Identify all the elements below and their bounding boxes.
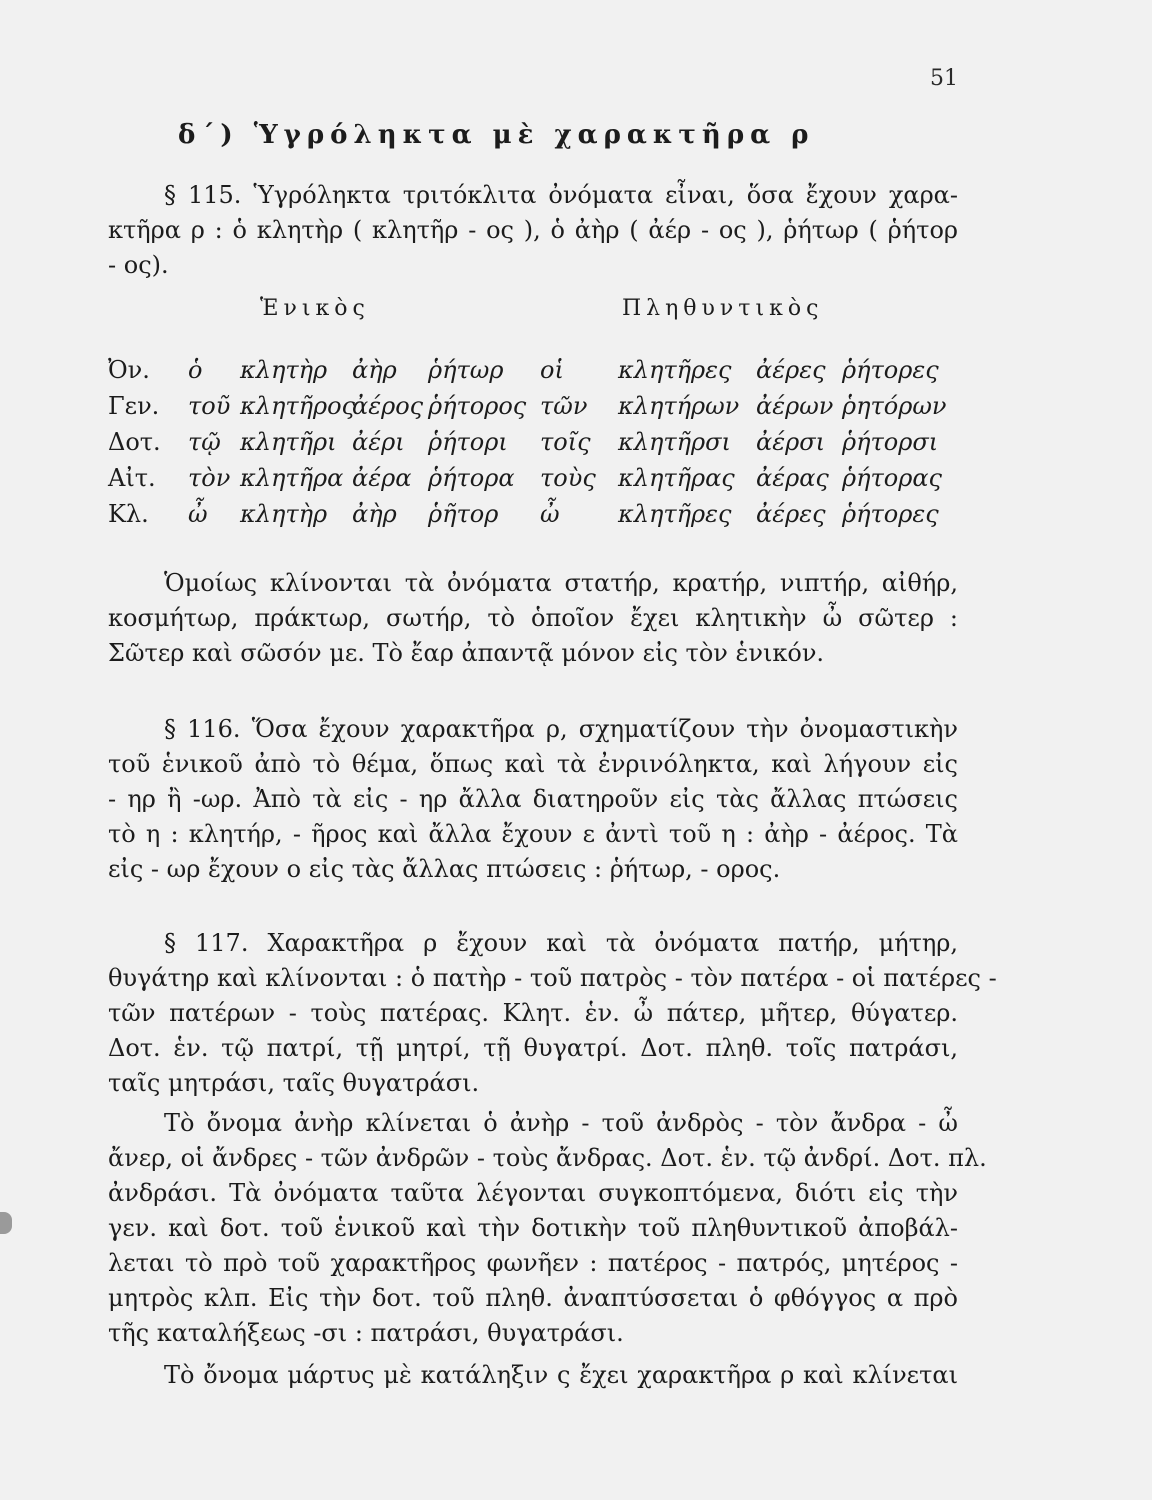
declension-cell: κλητήρων bbox=[618, 392, 740, 420]
paragraph-similar bbox=[108, 566, 958, 671]
paragraph-aner bbox=[108, 1106, 987, 1351]
paragraph-line: μητρὸς κλπ. Εἰς τὴν δοτ. τοῦ πληθ. ἀναπτύσσεται ὁ φθόγγος α πρὸ bbox=[108, 1284, 958, 1312]
declension-cell: ῥῆτορ bbox=[428, 500, 499, 528]
paragraph-line: τῆς καταλήξεως -σι : πατράσι, θυγατράσι. bbox=[108, 1319, 624, 1347]
declension-cell: κλητὴρ bbox=[240, 356, 328, 384]
paragraph-117 bbox=[108, 926, 997, 1101]
case-label: Δοτ. bbox=[108, 428, 161, 456]
paragraph-line: τῶν πατέρων - τοὺς πατέρας. Κλητ. ἑν. ὦ πάτερ, μῆτερ, θύγατερ. bbox=[108, 999, 958, 1027]
paragraph-line: Σῶτερ καὶ σῶσόν με. Τὸ ἔαρ ἀπαντᾷ μόνον εἰς τὸν ἑνικόν. bbox=[108, 639, 825, 667]
paragraph-line: κοσμήτωρ, πράκτωρ, σωτήρ, τὸ ὁποῖον ἔχει κλητικὴν ὦ σῶτερ : bbox=[108, 604, 958, 632]
declension-cell: ἀέρσι bbox=[756, 428, 825, 456]
declension-cell: ἀέρος bbox=[352, 392, 424, 420]
declension-cell: ἀέρες bbox=[756, 356, 826, 384]
section-heading: δ΄) Ὑγρόληκτα μὲ χαρακτῆρα ρ bbox=[178, 120, 815, 150]
paragraph-line: - ος). bbox=[108, 251, 169, 279]
paragraph-line: τὸ η : κλητήρ, - ῆρος καὶ ἄλλα ἔχουν ε ἀντὶ τοῦ η : ἀὴρ - ἀέρος. Τὰ bbox=[108, 820, 958, 848]
declension-cell: ῥήτωρ bbox=[428, 356, 504, 384]
paragraph-line: εἰς - ωρ ἔχουν ο εἰς τὰς ἄλλας πτώσεις : ῥήτωρ, - ορος. bbox=[108, 855, 781, 883]
case-label: Ὀν. bbox=[108, 356, 150, 384]
paragraph-line: ταῖς μητράσι, ταῖς θυγατράσι. bbox=[108, 1069, 480, 1097]
declension-cell: κλητῆρες bbox=[618, 500, 732, 528]
declension-cell: ῥητόρων bbox=[842, 392, 947, 420]
paragraph-line: λεται τὸ πρὸ τοῦ χαρακτῆρος φωνῆεν : πατέρος - πατρός, μητέρος - bbox=[108, 1249, 958, 1277]
paragraph-116 bbox=[108, 712, 958, 887]
declension-cell: τοῖς bbox=[540, 428, 591, 456]
declension-cell: ῥήτορες bbox=[842, 500, 939, 528]
paragraph-line: ἄνερ, οἱ ἄνδρες - τῶν ἀνδρῶν - τοὺς ἄνδρας. Δοτ. ἑν. τῷ ἀνδρί. Δοτ. πλ. bbox=[108, 1144, 987, 1172]
declension-cell: ἀέρες bbox=[756, 500, 826, 528]
declension-cell: κλητῆρσι bbox=[618, 428, 731, 456]
declension-cell: κλητῆρας bbox=[618, 464, 735, 492]
declension-cell: τοῦ bbox=[188, 392, 231, 420]
declension-row bbox=[108, 500, 958, 535]
declension-cell: ὁ bbox=[188, 356, 203, 384]
declension-cell: ἀὴρ bbox=[352, 356, 397, 384]
declension-cell: ὦ bbox=[540, 500, 560, 528]
paragraph-line: Ὁμοίως κλίνονται τὰ ὀνόματα στατήρ, κρατήρ, νιπτήρ, αἰθήρ, bbox=[164, 569, 958, 597]
paragraph-line: ἀνδράσι. Τὰ ὀνόματα ταῦτα λέγονται συγκοπτόμενα, διότι εἰς τὴν bbox=[108, 1179, 958, 1207]
declension-cell: κλητῆρες bbox=[618, 356, 732, 384]
declension-cell: ῥήτορες bbox=[842, 356, 939, 384]
declension-cell: ἀέρα bbox=[352, 464, 412, 492]
paragraph-line: § 117. Χαρακτῆρα ρ ἔχουν καὶ τὰ ὀνόματα πατήρ, μήτηρ, bbox=[164, 929, 958, 957]
paragraph-line: τοῦ ἑνικοῦ ἀπὸ τὸ θέμα, ὅπως καὶ τὰ ἐνρινόληκτα, καὶ λήγουν εἰς bbox=[108, 750, 958, 778]
declension-cell: ῥήτορσι bbox=[842, 428, 939, 456]
binding-hole-mark bbox=[0, 1212, 12, 1234]
declension-cell: κλητῆρι bbox=[240, 428, 337, 456]
paragraph-line: Τὸ ὄνομα ἀνὴρ κλίνεται ὁ ἀνὴρ - τοῦ ἀνδρὸς - τὸν ἄνδρα - ὦ bbox=[164, 1109, 958, 1137]
paragraph-martys bbox=[108, 1358, 958, 1393]
declension-cell: τὸν bbox=[188, 464, 231, 492]
paragraph-line: γεν. καὶ δοτ. τοῦ ἑνικοῦ καὶ τὴν δοτικὴν τοῦ πληθυντικοῦ ἀποβάλ- bbox=[108, 1214, 958, 1242]
declension-cell: ῥήτορος bbox=[428, 392, 527, 420]
paragraph-line: κτῆρα ρ : ὁ κλητὴρ ( κλητῆρ - ος ), ὁ ἀὴρ ( ἀέρ - ος ), ῥήτωρ ( ῥήτορ bbox=[108, 216, 958, 244]
declension-cell: οἱ bbox=[540, 356, 564, 384]
declension-cell: τῶν bbox=[540, 392, 588, 420]
declension-cell: τοὺς bbox=[540, 464, 596, 492]
plural-header: Πληθυντικὸς bbox=[622, 296, 824, 321]
declension-row bbox=[108, 428, 958, 463]
declension-cell: τῷ bbox=[188, 428, 221, 456]
declension-row bbox=[108, 356, 958, 391]
declension-cell: κλητὴρ bbox=[240, 500, 328, 528]
declension-cell: ἀέρας bbox=[756, 464, 829, 492]
paragraph-line: - ηρ ἢ -ωρ. Ἀπὸ τὰ εἰς - ηρ ἄλλα διατηροῦν εἰς τὰς ἄλλας πτώσεις bbox=[108, 785, 958, 813]
declension-cell: ῥήτορι bbox=[428, 428, 508, 456]
declension-row bbox=[108, 392, 958, 427]
case-label: Κλ. bbox=[108, 500, 149, 528]
declension-cell: ῥήτορας bbox=[842, 464, 942, 492]
paragraph-line: Δοτ. ἑν. τῷ πατρί, τῇ μητρί, τῇ θυγατρί. Δοτ. πληθ. τοῖς πατράσι, bbox=[108, 1034, 958, 1062]
paragraph-line: § 116. Ὅσα ἔχουν χαρακτῆρα ρ, σχηματίζουν τὴν ὀνομαστικὴν bbox=[164, 715, 958, 743]
paragraph-line: θυγάτηρ καὶ κλίνονται : ὁ πατὴρ - τοῦ πατρὸς - τὸν πατέρα - οἱ πατέρες - bbox=[108, 964, 997, 992]
paragraph-line: Τὸ ὄνομα μάρτυς μὲ κατάληξιν ς ἔχει χαρακτῆρα ρ καὶ κλίνεται bbox=[164, 1361, 958, 1389]
paragraph-line: § 115. Ὑγρόληκτα τριτόκλιτα ὀνόματα εἶναι, ὅσα ἔχουν χαρα- bbox=[164, 181, 958, 209]
declension-cell: ῥήτορα bbox=[428, 464, 515, 492]
paragraph-115 bbox=[108, 178, 958, 283]
declension-cell: κλητῆρος bbox=[240, 392, 355, 420]
singular-header: Ἑνικὸς bbox=[260, 296, 370, 321]
declension-cell: ὦ bbox=[188, 500, 208, 528]
case-label: Αἰτ. bbox=[108, 464, 156, 492]
page-number: 51 bbox=[930, 66, 958, 91]
declension-cell: ἀέρι bbox=[352, 428, 405, 456]
declension-cell: ἀὴρ bbox=[352, 500, 397, 528]
case-label: Γεν. bbox=[108, 392, 160, 420]
declension-row bbox=[108, 464, 958, 499]
declension-cell: κλητῆρα bbox=[240, 464, 344, 492]
declension-cell: ἀέρων bbox=[756, 392, 834, 420]
